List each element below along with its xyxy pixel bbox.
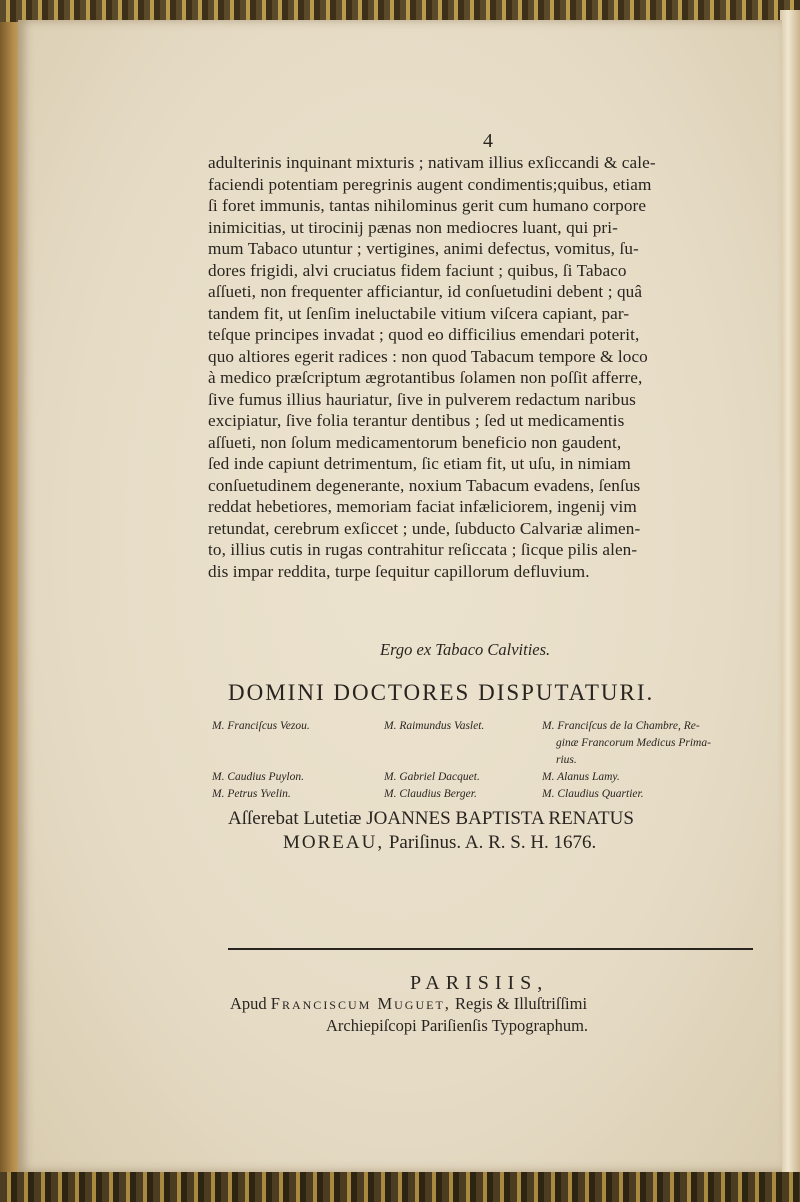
doctor-name: M. Claudius Berger. [384,788,477,800]
page-number: 4 [483,130,493,152]
assertor-surname: MOREAU, [283,832,385,853]
body-line: adulterinis inquinant mixturis ; nativam illius exſiccandi & cale- [208,153,656,172]
doctor-title-continuation: ginæ Francorum Medicus Prima- [556,737,711,749]
body-line: to, illius cutis in rugas contrahitur reſiccata ; ſicque pilis alen- [208,540,638,559]
body-line: excipiatur, ſive folia terantur dentibus ; ſed ut medicamentis [208,411,625,430]
assertor-prefix: Aſſerebat Lutetiæ [228,808,362,829]
body-line: teſque principes invadat ; quod eo difficilius emendari poterit, [208,325,640,344]
thesis-conclusion: Ergo ex Tabaco Calvities. [380,640,551,659]
body-line: aſſueti, non ſolum medicamentorum beneficio non gaudent, [208,432,622,452]
assertor-name: JOANNES BAPTISTA RENATUS [366,808,634,829]
body-line: ſive fumus illius hauriatur, ſive in pulverem redactum naribus [208,389,636,409]
imprint-printer: Franciscum Muguet, [270,994,451,1013]
doctors-row [212,788,772,805]
body-line: inimicitias, ut tirocinij pænas non mediocres luant, qui pri- [208,217,618,237]
body-paragraph [208,152,768,582]
imprint-royal-title: Regis & Illuſtriſſimi [455,994,588,1013]
doctors-list [212,720,772,805]
doctors-row-continuation [212,754,772,771]
imprint-line-2: Archiepiſcopi Pariſienſis Typographum. [326,1016,589,1035]
imprint-line-1 [230,994,587,1014]
body-line: ſed inde capiunt detrimentum, ſic etiam fit, ut uſu, in nimiam [208,454,631,473]
doctor-name: M. Alanus Lamy. [542,771,620,783]
doctor-name: M. Franciſcus de la Chambre, Re- [542,720,700,732]
assertor-origin-date: Pariſinus. A. R. S. H. 1676. [388,832,597,853]
doctors-row [212,771,772,788]
doctors-row-continuation [212,737,772,754]
assertor-statement [228,807,768,855]
divider-rule [228,948,753,950]
doctor-name: M. Claudius Quartier. [542,788,644,800]
body-line: mum Tabaco utuntur ; vertigines, animi defectus, vomitus, ſu- [208,239,639,258]
book-bottom-edge [0,1172,800,1202]
doctor-title-continuation: rius. [556,754,577,766]
body-line: faciendi potentiam peregrinis augent condimentis;quibus, etiam [208,174,652,194]
doctor-name: M. Petrus Yvelin. [212,788,291,800]
body-line: aſſueti, non frequenter afficiantur, id conſuetudini debent ; quâ [208,282,643,301]
book-page [18,20,782,1172]
page-stack-edge [780,10,800,1172]
body-line: retundat, cerebrum exſiccet ; unde, ſubducto Calvariæ alimen- [208,518,641,538]
body-line: conſuetudinem degenerante, noxium Tabacum evadens, ſenſus [208,475,641,495]
imprint-apud: Apud [230,994,267,1013]
assertor-line-2 [228,831,768,855]
doctor-name: M. Caudius Puylon. [212,771,304,783]
doctor-name: M. Gabriel Dacquet. [384,771,480,783]
doctor-name: M. Raimundus Vaslet. [384,720,485,732]
body-line: tandem fit, ut ſenſim ineluctabile vitium viſcera capiant, par- [208,303,630,323]
doctors-row [212,720,772,737]
body-line: à medico præſcriptum ægrotantibus ſolamen non poſſit afferre, [208,368,643,387]
body-line: dores frigidi, alvi cruciatus fidem faciunt ; quibus, ſi Tabaco [208,260,627,280]
body-line: quo altiores egerit radices : non quod Tabacum tempore & loco [208,346,648,366]
doctors-heading: DOMINI DOCTORES DISPUTATURI. [228,680,655,705]
body-line: reddat hebetiores, memoriam faciat infæliciorem, ingenij vim [208,497,637,516]
book-top-edge [0,0,800,22]
imprint-city: PARISIIS, [410,972,549,994]
body-line: dis impar reddita, turpe ſequitur capillorum defluvium. [208,561,590,581]
doctor-name: M. Franciſcus Vezou. [212,720,310,732]
body-line: ſi foret immunis, tantas nihilominus gerit cum humano corpore [208,196,647,215]
